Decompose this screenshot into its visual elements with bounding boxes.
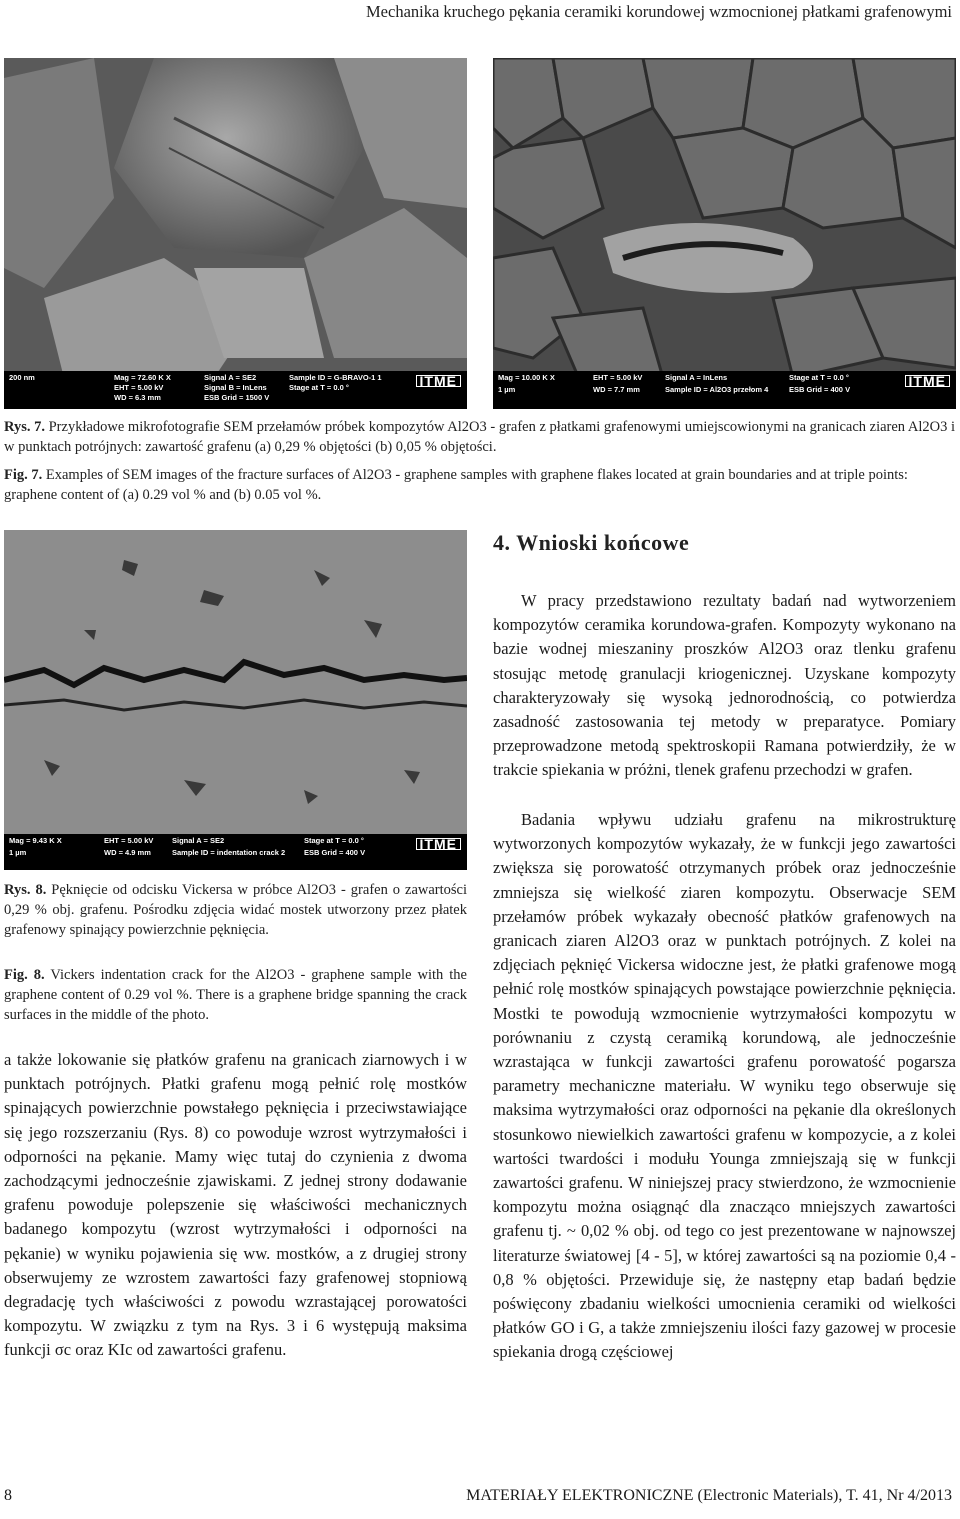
esb-grid-label: ESB Grid = 400 V xyxy=(789,385,851,394)
eht-label: EHT = 5.00 kV xyxy=(114,383,164,392)
figure-7-caption-pl xyxy=(4,417,956,457)
itme-logo: ITME xyxy=(905,375,950,387)
section-heading: 4. Wnioski końcowe xyxy=(493,530,690,555)
sem-image-7a xyxy=(4,58,467,409)
sem-7a-databar xyxy=(4,371,467,409)
scale-label: 1 µm xyxy=(498,385,516,394)
wd-label: WD = 6.3 mm xyxy=(114,393,161,402)
itme-logo: ITME xyxy=(416,375,461,387)
running-header: Mechanika kruchego pękania ceramiki korundowej wzmocnionej płatkami grafenowymi xyxy=(366,2,952,21)
figure-7-caption-en xyxy=(4,465,956,505)
figure-8-caption-en xyxy=(4,965,467,1025)
signal-b-label: Signal B = InLens xyxy=(204,383,267,392)
caption-text: Przykładowe mikrofotografie SEM przełamów próbek kompozytów Al2O3 - grafen z płatkami grafenowymi umiejscowionymi na granicach ziaren Al2O3 i w punktach potrójnych: zawartość grafenu (a) 0,29 % objętości (b) 0,05 % objętości. xyxy=(4,419,956,455)
esb-grid-label: ESB Grid = 400 V xyxy=(304,848,366,857)
sem-8-texture xyxy=(4,530,467,870)
caption-label: Fig. 7. xyxy=(4,467,43,483)
page-number: 8 xyxy=(4,1487,12,1504)
mag-label: Mag = 72.60 K X xyxy=(114,373,171,382)
sample-id-label: Sample ID = indentation crack 2 xyxy=(172,848,286,857)
sem-7a-texture xyxy=(4,58,467,409)
left-column-paragraph: a także lokowanie się płatków grafenu na granicach ziarnowych i w punktach potrójnych. Płatki grafenu mogą pełnić rolę mostków spinających powierzchnie powstałego pęknięcia i przeciwstawiające się jego rozszerzaniu (Rys. 8) co powoduje wzrost wytrzymałości i odporności na pękanie. Mamy więc tutaj do czynienia z dwoma zachodzącymi jednocześnie zjawiskami. Z jednej strony dodawanie grafenu powoduje polepszenie się właściwości mechanicznych badanego kompozytu (wzrost wytrzymałości i odporności na pękanie) w wyniku pojawienia się ww. mostków, a z drugiej strony obserwujemy ze wzrostem zawartości fazy grafenowej stopniową degradację tych właściwości z powodu wzrastającej porowatości kompozytu. W związku z tym na Rys. 3 i 6 występują maksima funkcji σc oraz KIc od zawartości grafenu. xyxy=(4,1050,467,1360)
conclusions-paragraph-2: Badania wpływu udziału grafenu na mikrostrukturę wytworzonych kompozytów wykazały, że w funkcji jego zawartości zwiększa się porowatość otrzymanych próbek oraz jednocześnie zmniejsza się wielkość ziaren kompozytu. Obserwacje SEM przełamów próbek wykazały obecność płatków grafenowych na granicach ziaren Al2O3 oraz w punktach potrójnych. Z kolei na zdjęciach pęknięć Vickersa widoczne jest, że płatki grafenowe mogą pełnić rolę mostków spinających powstające powierzchnie pęknięcia. Mostki te powodują wzmocnienie wytrzymałości kompozytu w porównaniu z czystą ceramiką korundową, ale jednocześnie wzrastająca w funkcji zawartości grafenu porowatość pogarsza parametry mechaniczne materiału. W wyniku tego obserwuje się maksima wytrzymałości oraz odporności na pękanie dla określonych stosunkowo niewielkich zawartości grafenu w kompozycie, a z kolei wartości twardości i modułu Younga zmniejszają się w funkcji zawartości grafenu. W niniejszej pracy stwierdzono, że wzmocnienie kompozytu można osiągnąć dla znacząco mniejszych zawartości grafenu tj. ~ 0,02 % obj. od tego co jest prezentowane w najnowszej literaturze światowej [4 - 5], w której zawartości są na poziomie 0,4 - 0,8 % objętości. Przewiduje się, że następny etap badań będzie poświęcony zbadaniu wielkości umocnienia ceramiki od wielkości płatków GO i G, a także zmniejszeniu ilości fazy gazowej w procesie spiekania drogą częściowej xyxy=(493,810,956,1362)
scale-label: 1 µm xyxy=(9,848,27,857)
sample-id-label: Sample ID = G-BRAVO-1 1 xyxy=(289,373,382,382)
scale-label: 200 nm xyxy=(9,373,35,382)
caption-text: Vickers indentation crack for the Al2O3 - graphene sample with the graphene content of 0.29 vol %. There is a graphene bridge spanning the crack surfaces in the middle of the photo. xyxy=(4,967,467,1023)
mag-label: Mag = 10.00 K X xyxy=(498,373,555,382)
signal-a-label: Signal A = SE2 xyxy=(204,373,257,382)
wd-label: WD = 4.9 mm xyxy=(104,848,151,857)
signal-a-label: Signal A = SE2 xyxy=(172,836,225,845)
mag-label: Mag = 9.43 K X xyxy=(9,836,62,845)
sem-8-databar xyxy=(4,834,467,870)
figure-8-caption-pl xyxy=(4,880,467,940)
journal-footer: MATERIAŁY ELEKTRONICZNE (Electronic Materials), T. 41, Nr 4/2013 xyxy=(466,1487,952,1504)
eht-label: EHT = 5.00 kV xyxy=(593,373,643,382)
conclusions-paragraph-1: W pracy przedstawiono rezultaty badań nad wytworzeniem kompozytów ceramika korundowa-grafen. Kompozyty wykonano na bazie wodnej mieszaniny proszków Al2O3 oraz tlenku grafenu stosując metodę granulacji kriogenicznej. Uzyskane kompozyty charakteryzowały się wysoką jednorodnością, co potwierdza zasadność zastosowania tej metody w preparatyce. Pomiary przeprowadzone metodą spektroskopii Ramana potwierdziły, że w trakcie spiekania w próżni, tlenek grafenu przechodzi w grafen. xyxy=(493,591,956,780)
eht-label: EHT = 5.00 kV xyxy=(104,836,154,845)
itme-logo: ITME xyxy=(416,838,461,850)
caption-label: Rys. 8. xyxy=(4,882,47,898)
signal-a-label: Signal A = InLens xyxy=(665,373,728,382)
stage-label: Stage at T = 0.0 ° xyxy=(304,836,364,845)
caption-text: Examples of SEM images of the fracture surfaces of Al2O3 - graphene samples with graphene flakes located at grain boundaries and at triple points: graphene content of (a) 0.29 vol % and (b) 0.05 vol %. xyxy=(4,467,908,503)
esb-grid-label: ESB Grid = 1500 V xyxy=(204,393,270,402)
caption-text: Pęknięcie od odcisku Vickersa w próbce Al2O3 - grafen o zawartości 0,29 % obj. grafenu. Pośrodku zdjęcia widać mostek utworzony przez płatek grafenowy spinający powierzchnie pęknięcia. xyxy=(4,882,468,938)
caption-label: Fig. 8. xyxy=(4,967,45,983)
stage-label: Stage at T = 0.0 ° xyxy=(789,373,849,382)
caption-label: Rys. 7. xyxy=(4,419,45,435)
sample-id-label: Sample ID = Al2O3 przełom 4 xyxy=(665,385,769,394)
sem-image-8 xyxy=(4,530,467,870)
stage-label: Stage at T = 0.0 ° xyxy=(289,383,349,392)
sem-image-7b xyxy=(493,58,956,409)
wd-label: WD = 7.7 mm xyxy=(593,385,640,394)
sem-7b-databar xyxy=(493,371,956,409)
sem-7b-texture xyxy=(493,58,956,409)
